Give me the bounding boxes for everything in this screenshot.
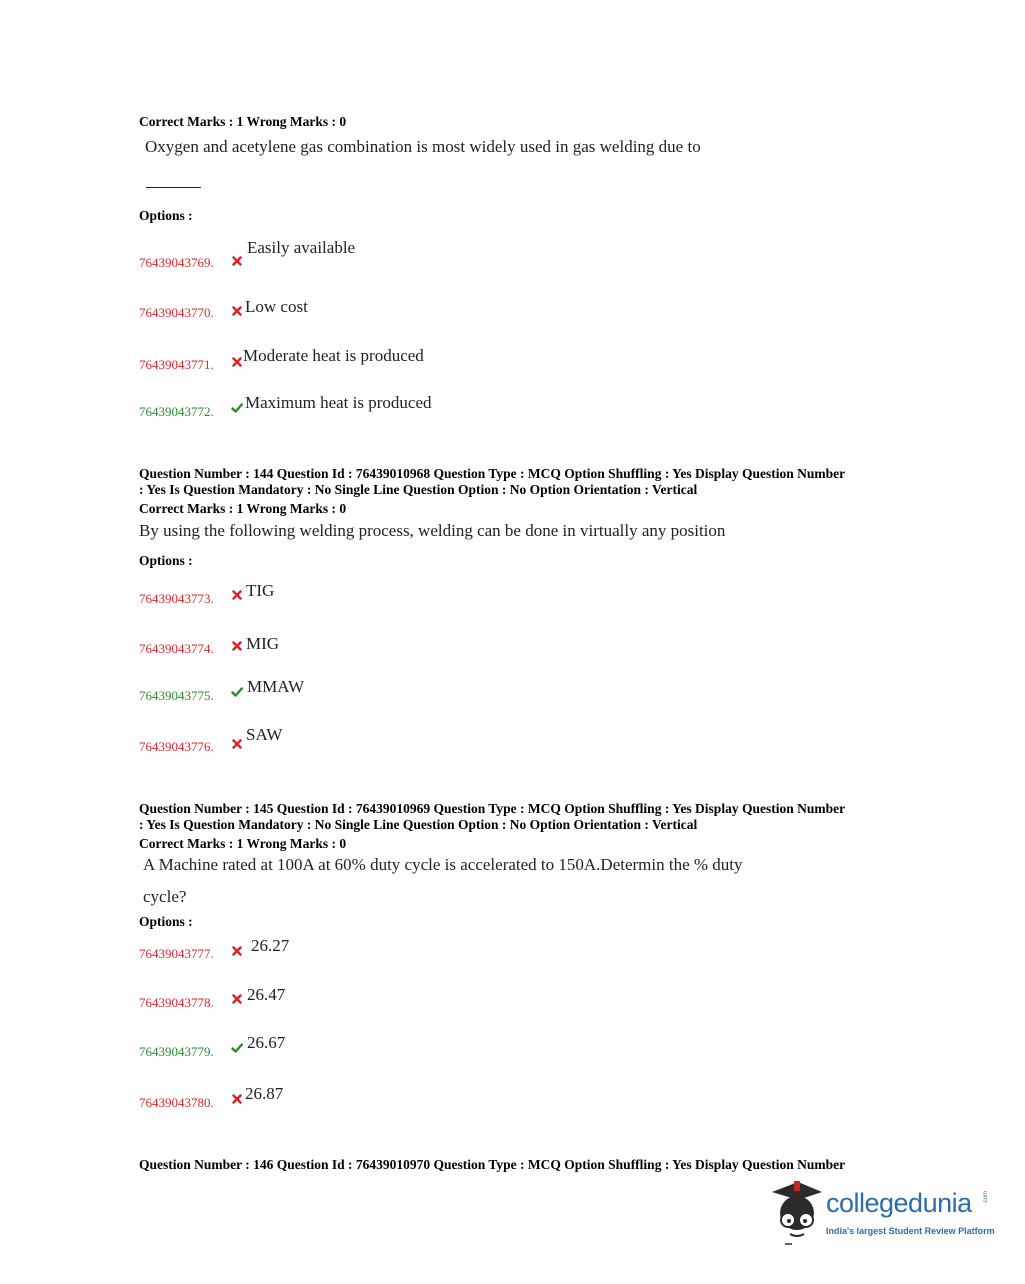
- wrong-cross-icon: [231, 356, 243, 368]
- wrong-cross-icon: [231, 1093, 243, 1105]
- option-text: 26.87: [245, 1084, 284, 1103]
- logo-tagline: India's largest Student Review Platform: [826, 1226, 995, 1236]
- option-id: 76439043780.: [139, 1095, 214, 1110]
- option-id: 76439043778.: [139, 995, 214, 1010]
- q145-marks: Correct Marks : 1 Wrong Marks : 0: [139, 836, 347, 851]
- option-id: 76439043775.: [139, 688, 214, 703]
- option-id: 76439043773.: [139, 591, 214, 606]
- correct-check-icon: [231, 402, 243, 414]
- option-text: 26.27: [251, 936, 290, 955]
- q143-text: Oxygen and acetylene gas combination is most widely used in gas welding due to: [145, 137, 701, 156]
- logo-wordmark: collegedunia: [826, 1188, 972, 1218]
- q145-text-line2: cycle?: [143, 887, 187, 906]
- option-id: 76439043771.: [139, 357, 214, 372]
- option-text: SAW: [246, 725, 283, 744]
- wrong-cross-icon: [231, 305, 243, 317]
- logo-domain-suffix: .com: [983, 1190, 989, 1204]
- option-text: TIG: [246, 581, 275, 600]
- collegedunia-logo: [768, 1178, 998, 1248]
- wrong-cross-icon: [231, 738, 243, 750]
- q144-header-line1: Question Number : 144 Question Id : 76439010968 Question Type : MCQ Option Shuffling : Yes Display Question Number: [139, 466, 846, 481]
- wrong-cross-icon: [231, 255, 243, 267]
- option-text: 26.47: [247, 985, 286, 1004]
- option-id: 76439043769.: [139, 255, 214, 270]
- q144-text: By using the following welding process, welding can be done in virtually any position: [139, 521, 726, 540]
- option-text: Easily available: [247, 238, 356, 257]
- wrong-cross-icon: [231, 993, 243, 1005]
- option-text: MIG: [246, 634, 280, 653]
- wrong-cross-icon: [231, 640, 243, 652]
- q143-options-label: Options :: [139, 208, 193, 223]
- q143-blank: [146, 187, 201, 188]
- option-text: Low cost: [245, 297, 308, 316]
- option-id: 76439043770.: [139, 305, 214, 320]
- wrong-cross-icon: [231, 945, 243, 957]
- q143-marks: Correct Marks : 1 Wrong Marks : 0: [139, 114, 347, 129]
- q145-header-line2: : Yes Is Question Mandatory : No Single Line Question Option : No Option Orientation : Vertical: [139, 817, 698, 832]
- q144-marks: Correct Marks : 1 Wrong Marks : 0: [139, 501, 347, 516]
- q145-options-label: Options :: [139, 914, 193, 929]
- correct-check-icon: [231, 1042, 243, 1054]
- option-id: 76439043774.: [139, 641, 214, 656]
- option-id: 76439043772.: [139, 404, 214, 419]
- option-id: 76439043776.: [139, 739, 214, 754]
- option-text: Maximum heat is produced: [245, 393, 432, 412]
- option-text: MMAW: [247, 677, 305, 696]
- wrong-cross-icon: [231, 589, 243, 601]
- q144-options-label: Options :: [139, 553, 193, 568]
- q145-text-line1: A Machine rated at 100A at 60% duty cycle is accelerated to 150A.Determin the % duty: [143, 855, 743, 874]
- q145-header-line1: Question Number : 145 Question Id : 76439010969 Question Type : MCQ Option Shuffling : Yes Display Question Number: [139, 801, 846, 816]
- option-id: 76439043777.: [139, 946, 214, 961]
- q144-header-line2: : Yes Is Question Mandatory : No Single Line Question Option : No Option Orientation : Vertical: [139, 482, 698, 497]
- correct-check-icon: [231, 686, 243, 698]
- q146-header-line1: Question Number : 146 Question Id : 76439010970 Question Type : MCQ Option Shuffling : Yes Display Question Number: [139, 1157, 846, 1172]
- student-mascot-icon: [768, 1178, 824, 1248]
- option-id: 76439043779.: [139, 1044, 214, 1059]
- option-text: 26.67: [247, 1033, 286, 1052]
- option-text: Moderate heat is produced: [243, 346, 424, 365]
